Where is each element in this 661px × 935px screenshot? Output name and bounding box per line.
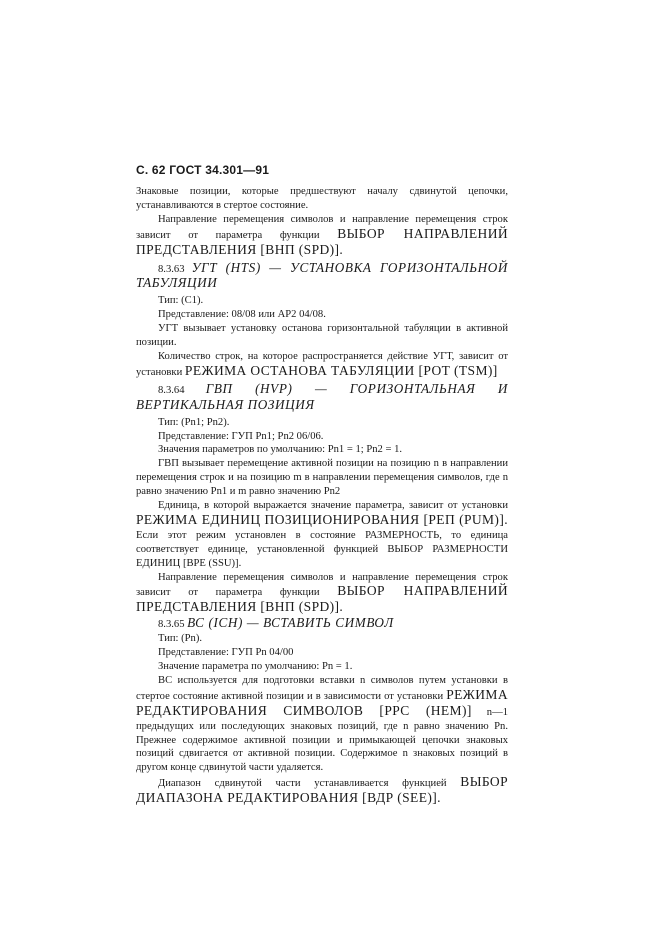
paragraph: Значение параметра по умолчанию: Pn = 1. [158, 661, 353, 672]
section-number: 8.3.63 [158, 263, 185, 275]
paragraph: Знаковые позиции, которые предшествуют началу сдвинутой цепочки, устанавливаются в стертое состояние. [136, 186, 508, 211]
paragraph [136, 775, 508, 807]
paragraph-text: Диапазон сдвинутой части устанавливается функцией [158, 778, 461, 790]
section-number: 8.3.65 [158, 619, 185, 631]
paragraph-text: Если этот режим установлен в состояние РАЗМЕРНОСТЬ, то единица соответствует единице, установленной функцией ВЫБОР РАЗМЕРНОСТИ ЕДИНИЦ [ВРЕ (SSU)]. [136, 529, 508, 569]
paragraph: Значения параметров по умолчанию: Pn1 = 1; Pn2 = 1. [158, 444, 403, 456]
page-header: С. 62 ГОСТ 34.301—91 [136, 163, 270, 177]
paragraph: Тип: (Pn). [158, 633, 203, 645]
document-body [136, 185, 508, 807]
section-title: ГВП (HVP) — ГОРИЗОНТАЛЬНАЯ И ВЕРТИКАЛЬНАЯ ПОЗИЦИЯ [136, 380, 508, 412]
cross-reference: РЕЖИМА ЕДИНИЦ ПОЗИЦИОНИРОВАНИЯ [РЕП (PUM)]. [136, 511, 508, 527]
cross-reference: ВЫБОР ДИАПАЗОНА РЕДАКТИРОВАНИЯ [ВДР (SEE)]. [136, 774, 508, 806]
paragraph [136, 571, 508, 617]
paragraph-text: n—1 предыдущих или последующих знаковых позиций, где n равно значению Pn. Прежнее содержимое активной позиции и примыкающей цепочки знаковых позиций сдвигается от активной позиции. Содержимое n знаковых позиций в другом конце сдвинутой части удаляется. [136, 706, 508, 774]
paragraph [136, 499, 508, 571]
paragraph: Представление: 08/08 или АР2 04/08. [158, 309, 326, 321]
section-heading [136, 261, 508, 293]
paragraph: Тип: (C1). [158, 295, 204, 307]
paragraph: Представление: ГУП Pn1; Pn2 06/06. [158, 430, 324, 442]
paragraph [136, 350, 508, 380]
section-title: ВС (ICH) — ВСТАВИТЬ СИМВОЛ [187, 615, 394, 631]
cross-reference: ВЫБОР НАПРАВЛЕНИЙ ПРЕДСТАВЛЕНИЯ [ВНП (SPD)]. [136, 583, 508, 615]
section-number: 8.3.64 [158, 384, 185, 396]
paragraph: Представление: ГУП Pn 04/00 [158, 647, 294, 659]
section-heading [136, 616, 508, 632]
paragraph: Тип: (Pn1; Pn2). [158, 416, 230, 428]
paragraph-text: ВС используется для подготовки вставки n символов путем установки в стертое состояние активной позиции и в зависимости от установки [136, 674, 508, 702]
cross-reference: ВЫБОР НАПРАВЛЕНИЙ ПРЕДСТАВЛЕНИЯ [ВНП (SPD)]. [136, 225, 508, 257]
paragraph-text: Направление перемещения символов и направление перемещения строк зависит от параметра функции [136, 213, 508, 241]
paragraph-text: Количество строк, на которое распространяется действие УГТ, зависит от установки [136, 350, 508, 378]
paragraph [136, 674, 508, 775]
cross-reference: РЕЖИМА ОСТАНОВА ТАБУЛЯЦИИ [РОТ (TSM)] [184, 362, 498, 378]
paragraph: ГВП вызывает перемещение активной позиции на позицию n в направлении перемещения строк и на позицию m в направлении перемещения символов, где n равно значению Pn1 и m равно значению Pn2 [136, 458, 508, 498]
cross-reference: РЕЖИМА РЕДАКТИРОВАНИЯ СИМВОЛОВ [РРС (HEM)] [136, 686, 508, 718]
paragraph-text: Единица, в которой выражается значение параметра, зависит от установки [158, 500, 508, 512]
section-heading [136, 382, 508, 414]
paragraph: УГТ вызывает установку останова горизонтальной табуляции в активной позиции. [136, 323, 508, 349]
paragraph-text: Направление перемещения символов и направление перемещения строк зависит от параметра функции [136, 571, 508, 599]
paragraph [136, 213, 508, 259]
section-title: УГТ (HTS) — УСТАНОВКА ГОРИЗОНТАЛЬНОЙ ТАБУЛЯЦИИ [136, 259, 508, 291]
